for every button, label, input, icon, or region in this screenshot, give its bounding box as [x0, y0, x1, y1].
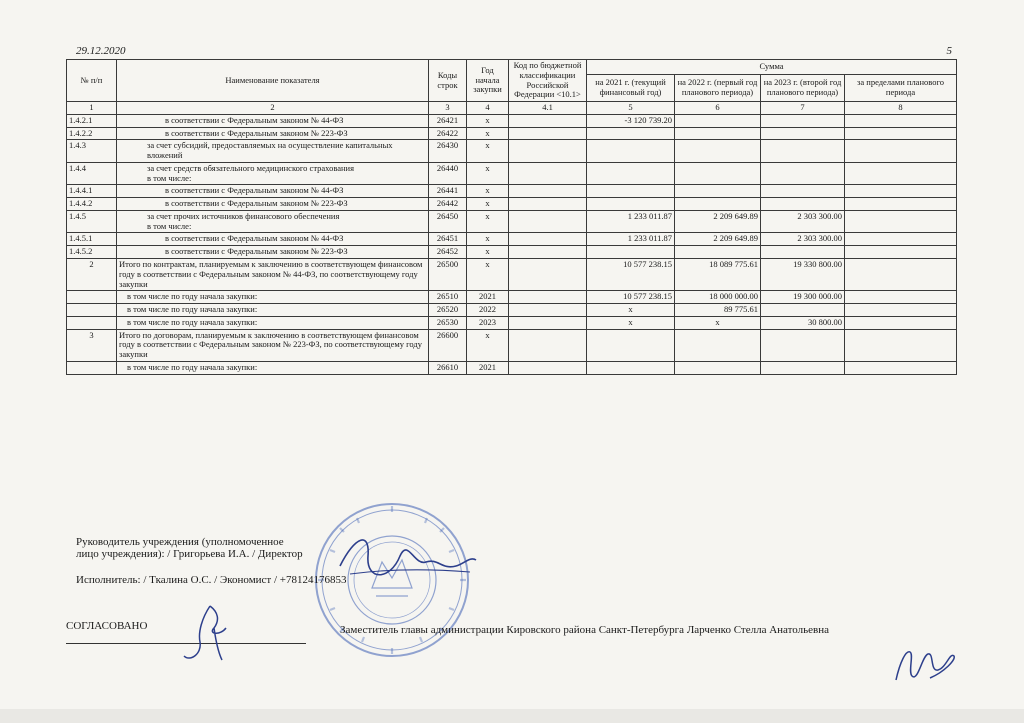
row-number: 1.4.5.2: [67, 246, 117, 259]
row-number: [67, 304, 117, 317]
row-code: 26451: [429, 233, 467, 246]
row-year: x: [467, 246, 509, 259]
row-year: 2021: [467, 291, 509, 304]
row-sum-2021: x: [587, 304, 675, 317]
row-sum-2021: 10 577 238.15: [587, 259, 675, 291]
row-sum-2023: [761, 114, 845, 127]
row-year: x: [467, 329, 509, 361]
row-sum-2023: [761, 140, 845, 163]
table-row: [67, 140, 957, 163]
row-kbk: [509, 233, 587, 246]
row-year: x: [467, 185, 509, 198]
row-sum-2023: [761, 185, 845, 198]
row-number: 1.4.4: [67, 162, 117, 185]
row-name: в том числе по году начала закупки:: [117, 361, 429, 374]
table-header-row: [67, 60, 957, 75]
row-kbk: [509, 114, 587, 127]
row-code: 26421: [429, 114, 467, 127]
row-sum-beyond: [845, 246, 957, 259]
row-kbk: [509, 140, 587, 163]
row-sum-beyond: [845, 162, 957, 185]
row-sum-2022: 2 209 649.89: [675, 210, 761, 233]
table-row: [67, 185, 957, 198]
row-name-line: за счет средств обязательного медицинского страхования: [147, 162, 355, 173]
row-sum-beyond: [845, 185, 957, 198]
approver-signature-icon: [180, 598, 240, 668]
row-sum-2023: [761, 361, 845, 374]
head-signature-block: [76, 536, 303, 560]
table-row: [67, 114, 957, 127]
row-kbk: [509, 185, 587, 198]
row-code: 26452: [429, 246, 467, 259]
row-sum-2021: 1 233 011.87: [587, 210, 675, 233]
row-name: в соответствии с Федеральным законом № 44-ФЗ: [117, 185, 429, 198]
row-sum-2021: x: [587, 316, 675, 329]
table-row: [67, 127, 957, 140]
row-number: [67, 291, 117, 304]
row-number: [67, 361, 117, 374]
row-sum-2023: 30 800.00: [761, 316, 845, 329]
row-sum-2023: [761, 127, 845, 140]
row-code: 26510: [429, 291, 467, 304]
col-header-2023: на 2023 г. (второй год планового периода): [761, 75, 845, 102]
row-name-subline: в том числе:: [147, 220, 192, 231]
row-code: 26441: [429, 185, 467, 198]
row-year: x: [467, 114, 509, 127]
row-sum-2022: [675, 127, 761, 140]
row-name: в соответствии с Федеральным законом № 223-ФЗ: [117, 127, 429, 140]
row-year: x: [467, 233, 509, 246]
row-sum-beyond: [845, 361, 957, 374]
row-sum-2021: [587, 198, 675, 211]
row-sum-2021: [587, 162, 675, 185]
row-code: 26442: [429, 198, 467, 211]
head-label-line1: Руководитель учреждения (уполномоченное: [76, 536, 284, 548]
row-sum-beyond: [845, 127, 957, 140]
col-num: 4.1: [509, 102, 587, 115]
row-name: в соответствии с Федеральным законом № 44-ФЗ: [117, 233, 429, 246]
col-header-2021: на 2021 г. (текущий финансовый год): [587, 75, 675, 102]
row-sum-2022: x: [675, 316, 761, 329]
row-code: 26450: [429, 210, 467, 233]
col-header-kbk: Код по бюджетной классификации Российской Федерации <10.1>: [509, 60, 587, 102]
row-year: x: [467, 127, 509, 140]
table-row: [67, 259, 957, 291]
row-year: x: [467, 210, 509, 233]
row-name: Итого по договорам, планируемым к заключению в соответствующем финансовом году в соответствии с Федеральным законом № 223-ФЗ, по соответствующему году закупки: [117, 329, 429, 361]
col-header-year: Год начала закупки: [467, 60, 509, 102]
col-num: 2: [117, 102, 429, 115]
col-header-code: Коды строк: [429, 60, 467, 102]
row-sum-beyond: [845, 304, 957, 317]
row-sum-2022: [675, 198, 761, 211]
row-name: за счет субсидий, предоставляемых на осуществление капитальных вложений: [117, 140, 429, 163]
table-row: [67, 361, 957, 374]
table-row: [67, 233, 957, 246]
row-year: 2021: [467, 361, 509, 374]
row-name: в соответствии с Федеральным законом № 223-ФЗ: [117, 198, 429, 211]
row-year: 2022: [467, 304, 509, 317]
row-sum-2023: 19 330 800.00: [761, 259, 845, 291]
row-sum-beyond: [845, 291, 957, 304]
approved-label: СОГЛАСОВАНО: [66, 620, 148, 632]
row-name: в соответствии с Федеральным законом № 223-ФЗ: [117, 246, 429, 259]
row-year: x: [467, 259, 509, 291]
table-row: [67, 246, 957, 259]
row-sum-2022: 18 089 775.61: [675, 259, 761, 291]
approver-name: Заместитель главы администрации Кировского района Санкт-Петербурга Ларченко Стелла Анатольевна: [340, 624, 830, 636]
col-header-sum: Сумма: [587, 60, 957, 75]
row-code: 26422: [429, 127, 467, 140]
row-kbk: [509, 291, 587, 304]
row-sum-beyond: [845, 140, 957, 163]
row-sum-2022: [675, 162, 761, 185]
row-sum-2023: [761, 162, 845, 185]
table-row: [67, 291, 957, 304]
row-kbk: [509, 246, 587, 259]
row-sum-beyond: [845, 233, 957, 246]
row-number: 1.4.5.1: [67, 233, 117, 246]
col-num: 7: [761, 102, 845, 115]
row-kbk: [509, 316, 587, 329]
row-name-subline: в том числе:: [147, 172, 192, 183]
col-num: 1: [67, 102, 117, 115]
row-sum-2021: [587, 329, 675, 361]
row-sum-2021: [587, 361, 675, 374]
row-sum-2021: -3 120 739.20: [587, 114, 675, 127]
page-bottom-edge: [0, 709, 1024, 723]
row-name: [117, 210, 429, 233]
director-signature-icon: [330, 526, 480, 586]
row-name: в том числе по году начала закупки:: [117, 304, 429, 317]
row-sum-beyond: [845, 198, 957, 211]
row-sum-2021: [587, 246, 675, 259]
row-year: x: [467, 140, 509, 163]
row-kbk: [509, 329, 587, 361]
row-code: 26600: [429, 329, 467, 361]
row-kbk: [509, 304, 587, 317]
row-sum-2022: [675, 246, 761, 259]
row-sum-2023: 2 303 300.00: [761, 233, 845, 246]
row-kbk: [509, 162, 587, 185]
col-num: 8: [845, 102, 957, 115]
head-label-line2: лицо учреждения): / Григорьева И.А. / Директор: [76, 548, 303, 560]
row-sum-beyond: [845, 210, 957, 233]
col-num: 6: [675, 102, 761, 115]
table-row: [67, 210, 957, 233]
row-code: 26530: [429, 316, 467, 329]
col-num: 4: [467, 102, 509, 115]
row-sum-2022: [675, 329, 761, 361]
page-number: 5: [946, 45, 952, 57]
row-sum-2022: 2 209 649.89: [675, 233, 761, 246]
row-year: 2023: [467, 316, 509, 329]
column-numbers-row: [67, 102, 957, 115]
row-sum-beyond: [845, 114, 957, 127]
row-sum-2023: 2 303 300.00: [761, 210, 845, 233]
row-code: 26500: [429, 259, 467, 291]
row-number: 1.4.5: [67, 210, 117, 233]
row-kbk: [509, 198, 587, 211]
row-sum-2022: 18 000 000.00: [675, 291, 761, 304]
table-row: [67, 198, 957, 211]
row-sum-2021: [587, 140, 675, 163]
col-header-name: Наименование показателя: [117, 60, 429, 102]
row-sum-2022: 89 775.61: [675, 304, 761, 317]
row-sum-beyond: [845, 329, 957, 361]
col-num: 5: [587, 102, 675, 115]
row-number: 1.4.4.2: [67, 198, 117, 211]
row-name-line: за счет прочих источников финансового обеспечения: [147, 210, 340, 221]
col-num: 3: [429, 102, 467, 115]
row-kbk: [509, 259, 587, 291]
table-row: [67, 304, 957, 317]
row-code: 26520: [429, 304, 467, 317]
row-sum-2023: [761, 329, 845, 361]
row-sum-2023: 19 300 000.00: [761, 291, 845, 304]
row-number: [67, 316, 117, 329]
row-code: 26430: [429, 140, 467, 163]
row-name: в том числе по году начала закупки:: [117, 316, 429, 329]
row-number: 1.4.3: [67, 140, 117, 163]
row-kbk: [509, 127, 587, 140]
table-row: [67, 316, 957, 329]
document-date: 29.12.2020: [76, 45, 126, 57]
row-sum-beyond: [845, 316, 957, 329]
row-sum-2023: [761, 304, 845, 317]
row-code: 26440: [429, 162, 467, 185]
row-sum-2021: 10 577 238.15: [587, 291, 675, 304]
row-name: [117, 162, 429, 185]
initials-signature-icon: [890, 642, 960, 688]
row-number: 2: [67, 259, 117, 291]
row-number: 1.4.4.1: [67, 185, 117, 198]
row-number: 3: [67, 329, 117, 361]
col-header-2022: на 2022 г. (первый год планового периода): [675, 75, 761, 102]
row-kbk: [509, 361, 587, 374]
row-sum-2022: [675, 140, 761, 163]
row-sum-2022: [675, 114, 761, 127]
row-sum-2022: [675, 361, 761, 374]
row-sum-2023: [761, 246, 845, 259]
row-sum-2021: [587, 127, 675, 140]
col-header-beyond: за пределами планового периода: [845, 75, 957, 102]
row-kbk: [509, 210, 587, 233]
procurement-table: [66, 59, 957, 375]
table-row: [67, 329, 957, 361]
row-code: 26610: [429, 361, 467, 374]
row-number: 1.4.2.1: [67, 114, 117, 127]
row-name: в том числе по году начала закупки:: [117, 291, 429, 304]
row-number: 1.4.2.2: [67, 127, 117, 140]
executor-line: Исполнитель: / Ткалина О.С. / Экономист / +78124176853: [76, 574, 347, 586]
table-row: [67, 162, 957, 185]
col-header-number: № п/п: [67, 60, 117, 102]
row-sum-beyond: [845, 259, 957, 291]
row-year: x: [467, 162, 509, 185]
row-sum-2021: 1 233 011.87: [587, 233, 675, 246]
row-sum-2023: [761, 198, 845, 211]
row-sum-2022: [675, 185, 761, 198]
row-name: в соответствии с Федеральным законом № 44-ФЗ: [117, 114, 429, 127]
row-sum-2021: [587, 185, 675, 198]
row-year: x: [467, 198, 509, 211]
row-name: Итого по контрактам, планируемым к заключению в соответствующем финансовом году в соответствии с Федеральным законом № 44-ФЗ, по соответствующему году закупки: [117, 259, 429, 291]
